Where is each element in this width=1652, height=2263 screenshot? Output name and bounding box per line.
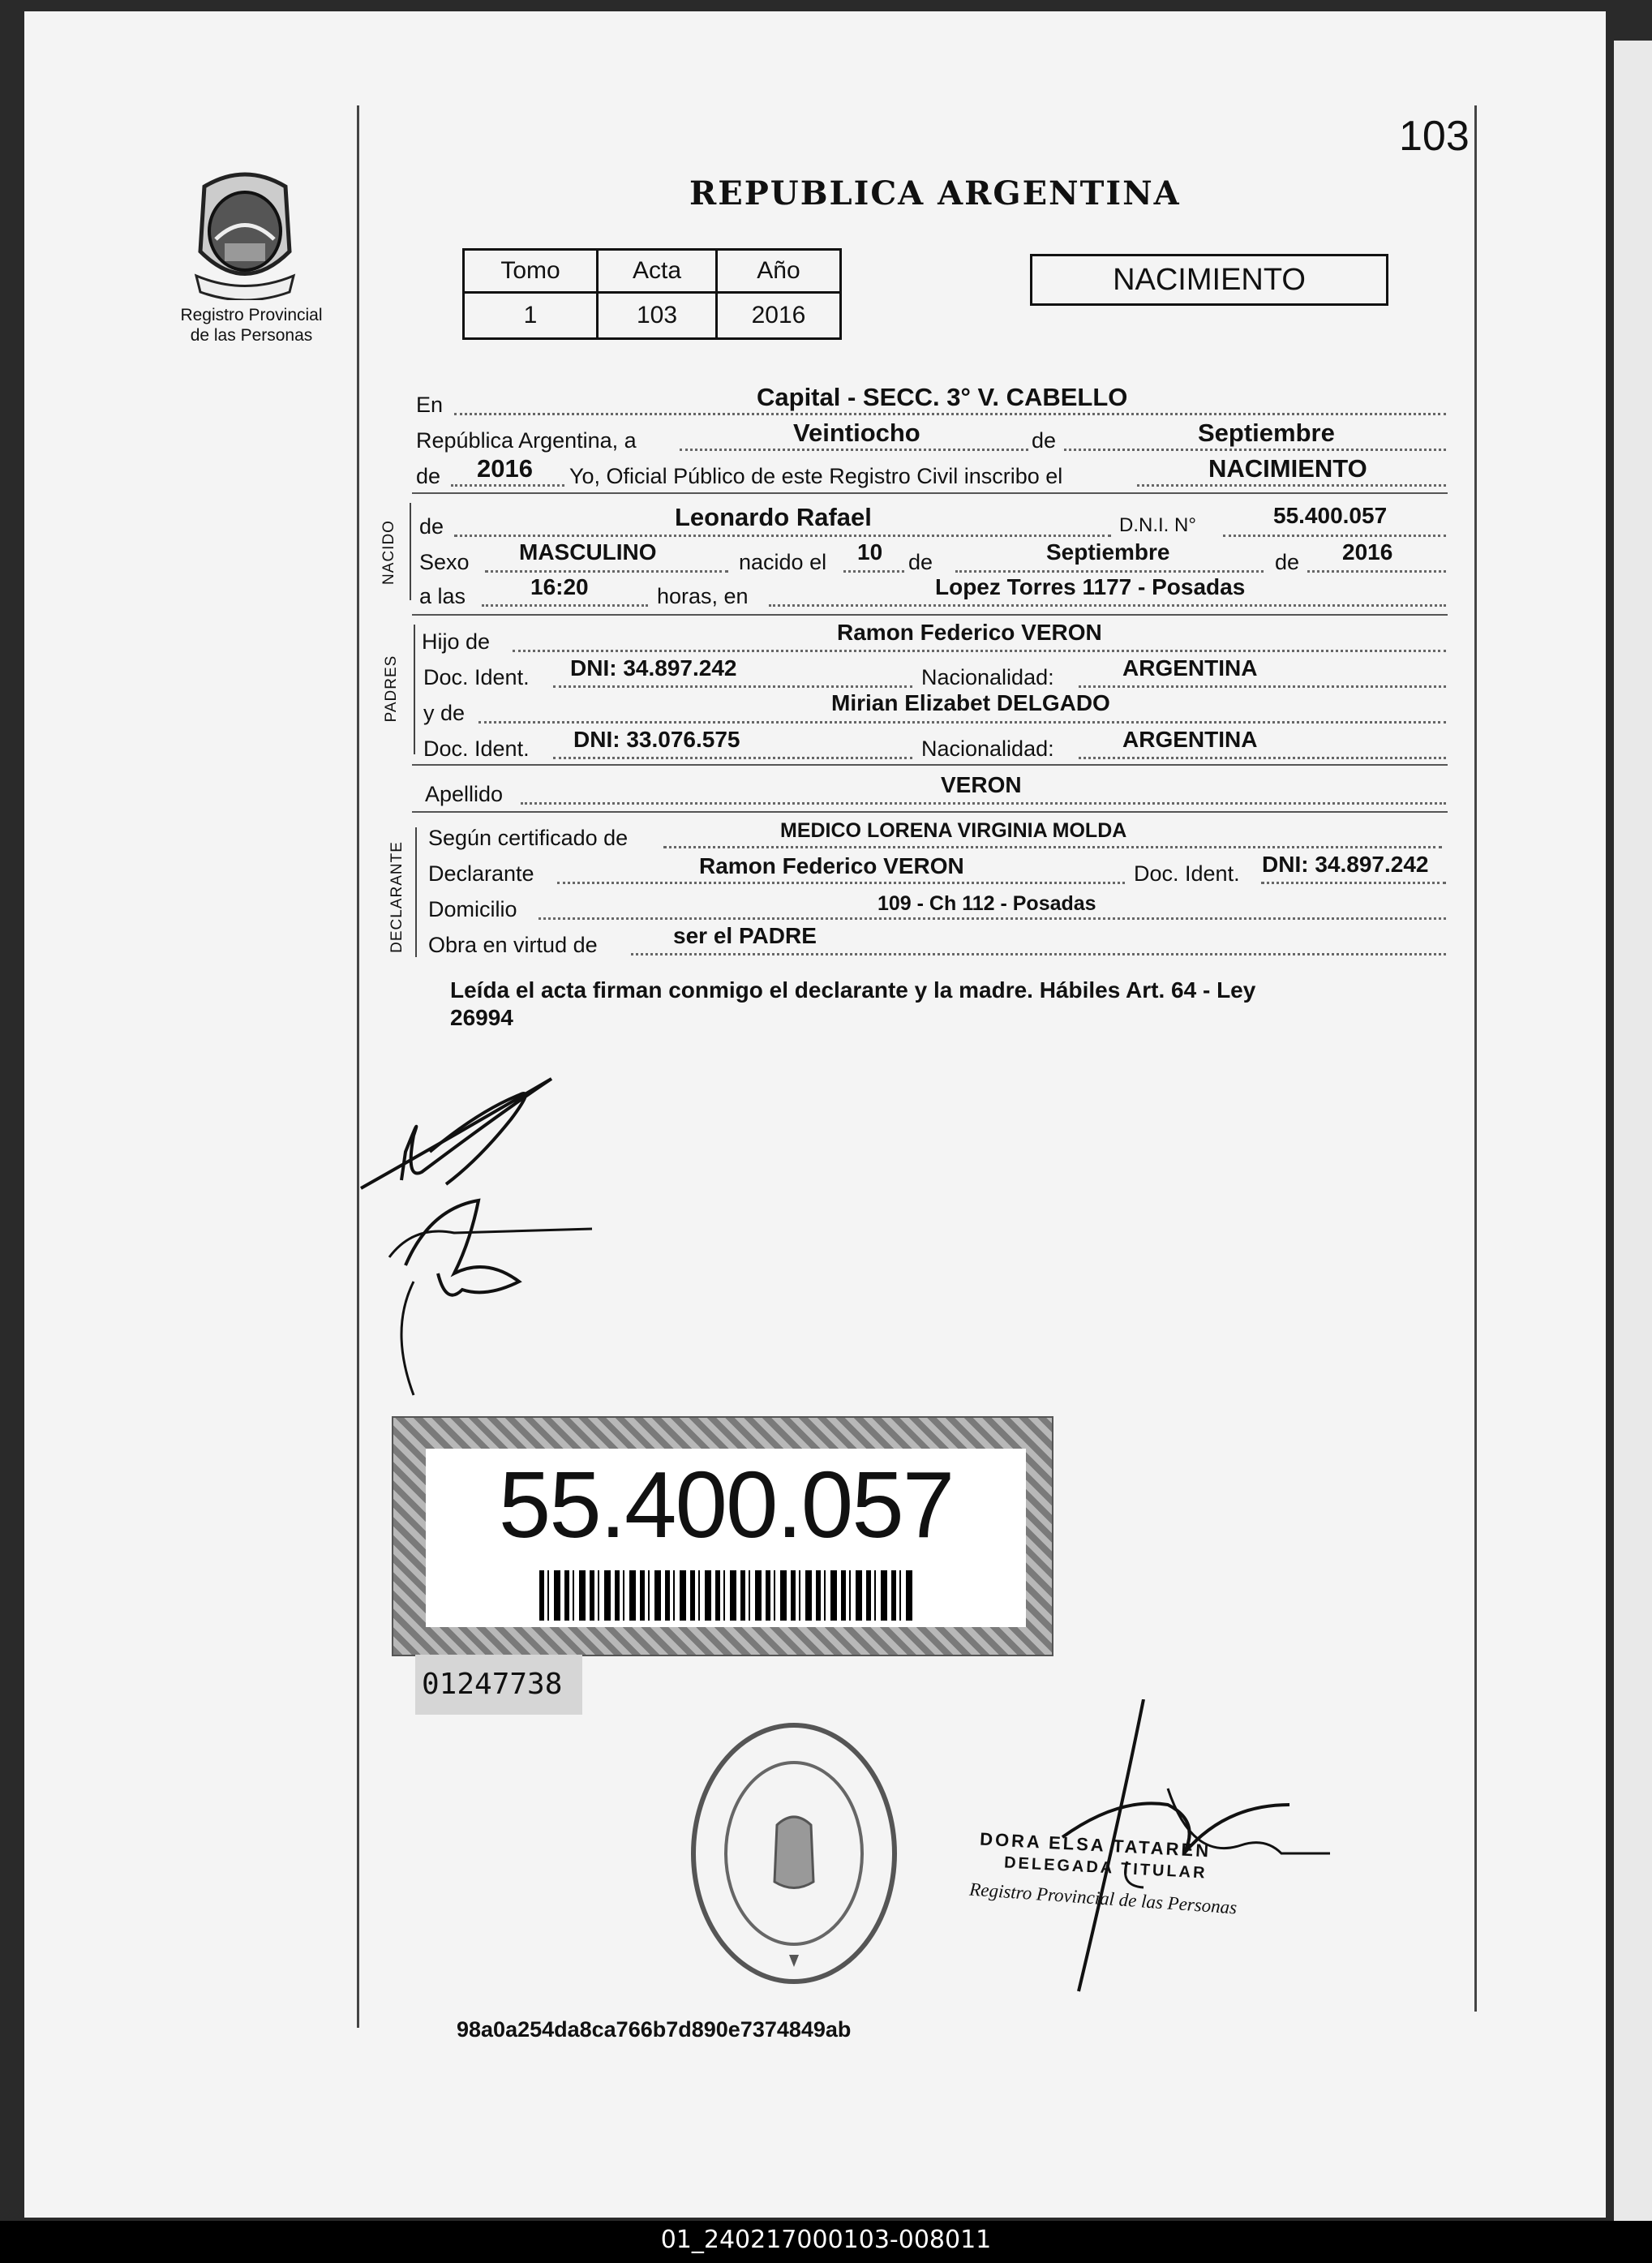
- dotted-line: [482, 604, 648, 607]
- dotted-line: [680, 449, 1028, 451]
- dotted-line: [553, 757, 912, 759]
- section-label-nacido: NACIDO: [380, 520, 397, 585]
- dotted-line: [1307, 570, 1446, 573]
- mother-nat-value: ARGENTINA: [1122, 727, 1258, 752]
- obra-label: Obra en virtud de: [428, 933, 598, 957]
- mother-doc-value: DNI: 33.076.575: [573, 727, 740, 752]
- dotted-line: [513, 650, 1446, 652]
- serial-label: [415, 1655, 582, 1715]
- mother-name-value: Mirian Elizabet DELGADO: [831, 690, 1110, 715]
- registry-name-line2: de las Personas: [190, 326, 313, 345]
- closing-text-line2: 26994: [450, 1005, 513, 1030]
- sexo-value: MASCULINO: [519, 539, 657, 565]
- father-doc-value: DNI: 34.897.242: [570, 655, 737, 681]
- declarante-value: Ramon Federico VERON: [699, 853, 964, 878]
- official-role: DELEGADA TITULAR: [1003, 1853, 1208, 1883]
- dotted-line: [451, 484, 564, 487]
- child-dni-value: 55.400.057: [1273, 503, 1388, 528]
- domicilio-value: 109 - Ch 112 - Posadas: [877, 892, 1096, 915]
- dotted-line: [843, 570, 904, 573]
- dotted-line: [553, 685, 912, 688]
- declarante-doc-label: Doc. Ident.: [1134, 861, 1240, 886]
- official-seal: [688, 1720, 900, 1987]
- sticker-label: [426, 1449, 1026, 1627]
- declarante-doc-value: DNI: 34.897.242: [1262, 852, 1429, 877]
- dotted-line: [769, 604, 1446, 607]
- record-table-header: Año: [717, 250, 841, 293]
- mother-nat-label: Nacionalidad:: [921, 736, 1054, 761]
- father-name-value: Ramon Federico VERON: [837, 620, 1102, 645]
- section-bracket: [415, 827, 417, 957]
- apellido-label: Apellido: [425, 782, 504, 806]
- page-number: 103: [1399, 113, 1470, 160]
- father-doc-label: Doc. Ident.: [423, 665, 530, 689]
- footer-strip: [0, 2221, 1652, 2263]
- nacido-el-label: nacido el: [739, 550, 827, 574]
- record-table: [462, 248, 842, 340]
- dotted-line: [1064, 449, 1446, 451]
- dotted-line: [454, 413, 1446, 415]
- yde-label: y de: [423, 701, 466, 725]
- section-bracket: [414, 625, 415, 754]
- birth-day-value: 10: [857, 539, 883, 565]
- section-divider: [412, 764, 1448, 766]
- record-type-box: NACIMIENTO: [1030, 254, 1388, 306]
- oficial-label: Yo, Oficial Público de este Registro Civil inscribo el: [569, 464, 1063, 488]
- dotted-line: [521, 802, 1446, 805]
- record-table-header: Tomo: [464, 250, 598, 293]
- dotted-line: [955, 570, 1264, 573]
- child-name-value: Leonardo Rafael: [675, 503, 872, 531]
- registry-name-line1: Registro Provincial: [180, 306, 323, 324]
- official-name: DORA ELSA TATAREN: [979, 1828, 1212, 1862]
- birth-month-value: Septiembre: [1046, 539, 1170, 565]
- dotted-line: [1223, 535, 1446, 537]
- en-label: En: [416, 393, 444, 417]
- birth-year-value: 2016: [1342, 539, 1393, 565]
- dotted-line: [454, 535, 1111, 537]
- dotted-line: [478, 721, 1446, 724]
- month-value: Septiembre: [1198, 419, 1335, 447]
- document-hash: 98a0a254da8ca766b7d890e7374849ab: [457, 2017, 852, 2042]
- birth-place-value: Lopez Torres 1177 - Posadas: [935, 574, 1246, 599]
- record-table-cell: 103: [598, 293, 717, 339]
- province-coat-of-arms-icon: [188, 162, 302, 300]
- section-divider: [412, 492, 1448, 494]
- right-margin-line: [1474, 105, 1477, 2012]
- dotted-line: [539, 917, 1446, 920]
- section-bracket: [410, 503, 411, 600]
- nacido-de-label: de: [419, 514, 444, 539]
- dotted-line: [1137, 484, 1446, 487]
- apellido-value: VERON: [941, 772, 1022, 797]
- document-title: REPUBLICA ARGENTINA: [689, 174, 1181, 213]
- horas-label: horas, en: [657, 584, 749, 608]
- barcode: [539, 1570, 912, 1621]
- section-divider: [412, 614, 1448, 616]
- dni-label: D.N.I. N°: [1119, 514, 1196, 536]
- time-value: 16:20: [530, 574, 589, 599]
- father-nat-value: ARGENTINA: [1122, 655, 1258, 681]
- domicilio-label: Domicilio: [428, 897, 517, 921]
- registry-name: [162, 305, 341, 346]
- cert-value: MEDICO LORENA VIRGINIA MOLDA: [780, 819, 1127, 842]
- section-label-padres: PADRES: [383, 655, 400, 723]
- serial-number: 01247738: [422, 1668, 563, 1701]
- handwritten-signatures: [357, 1063, 600, 1403]
- hijo-label: Hijo de: [422, 629, 491, 654]
- declarante-label: Declarante: [428, 861, 534, 886]
- dotted-line: [1079, 685, 1446, 688]
- footer-filename: 01_240217000103-008011: [660, 2226, 992, 2254]
- dotted-line: [1079, 757, 1446, 759]
- obra-value: ser el PADRE: [673, 923, 817, 948]
- official-office: Registro Provincial de las Personas: [968, 1879, 1238, 1918]
- place-value: Capital - SECC. 3° V. CABELLO: [757, 383, 1128, 411]
- sticker-number: 55.400.057: [498, 1452, 954, 1557]
- dotted-line: [631, 953, 1446, 955]
- id-sticker: [392, 1416, 1053, 1656]
- father-nat-label: Nacionalidad:: [921, 665, 1054, 689]
- year-value: 2016: [477, 454, 533, 483]
- dotted-line: [485, 570, 728, 573]
- de-label: de: [1032, 428, 1057, 453]
- birth-de-label: de: [908, 550, 933, 574]
- day-value: Veintiocho: [793, 419, 920, 447]
- section-label-declarante: DECLARANTE: [388, 841, 405, 953]
- section-divider: [412, 811, 1448, 813]
- cert-label: Según certificado de: [428, 826, 629, 850]
- birth-de2-label: de: [1275, 550, 1300, 574]
- sexo-label: Sexo: [419, 550, 470, 574]
- republica-label: República Argentina, a: [416, 428, 637, 453]
- record-table-header: Acta: [598, 250, 717, 293]
- record-table-cell: 2016: [717, 293, 841, 339]
- closing-text-line1: Leída el acta firman conmigo el declarante y la madre. Hábiles Art. 64 - Ley: [450, 977, 1256, 1003]
- a-las-label: a las: [419, 584, 466, 608]
- de2-label: de: [416, 464, 441, 488]
- act-value: NACIMIENTO: [1208, 454, 1367, 483]
- mother-doc-label: Doc. Ident.: [423, 736, 530, 761]
- underlying-sheet: [1614, 41, 1652, 2263]
- dotted-line: [557, 882, 1125, 884]
- record-table-cell: 1: [464, 293, 598, 339]
- dotted-line: [1261, 882, 1446, 884]
- dotted-line: [663, 846, 1442, 848]
